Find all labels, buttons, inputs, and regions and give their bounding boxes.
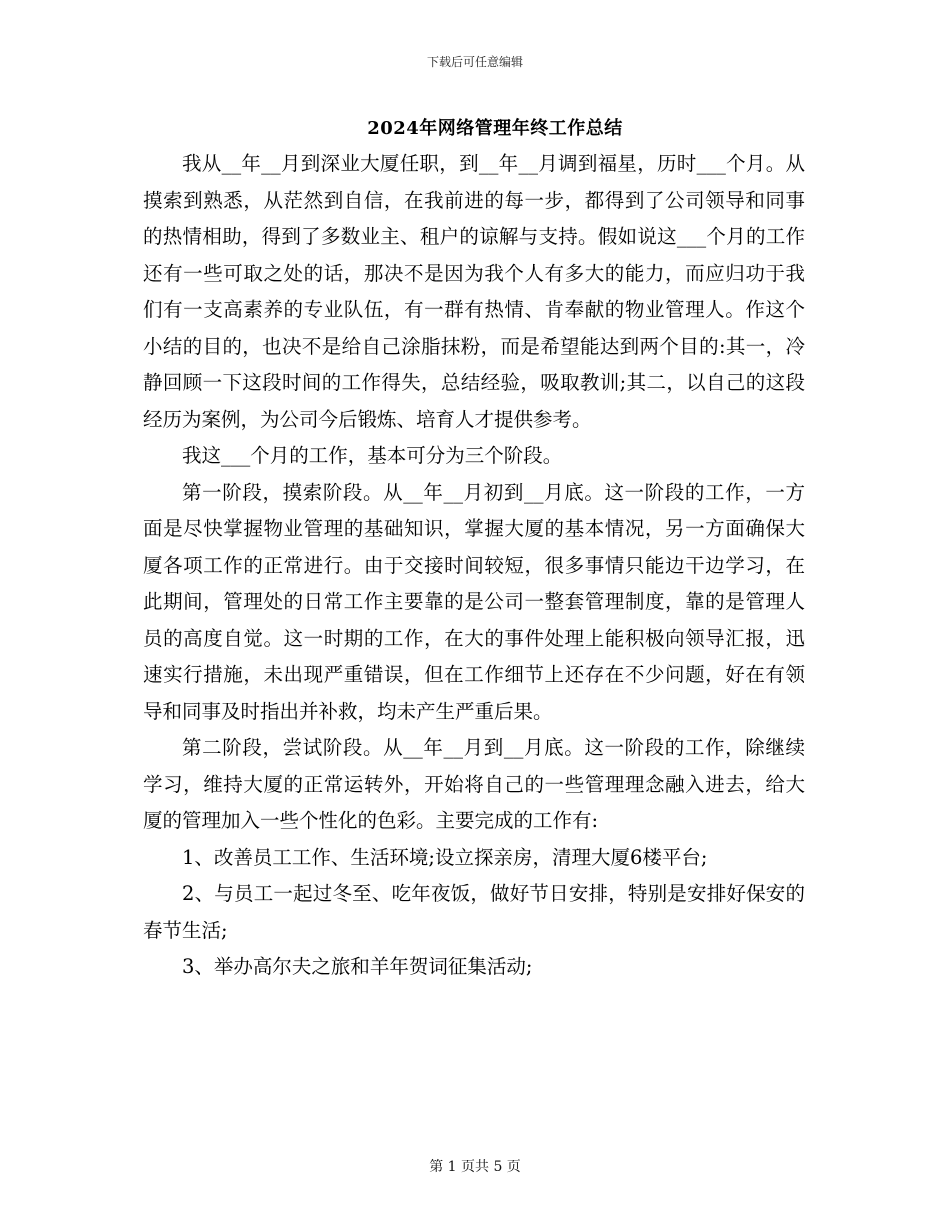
- document-body: [143, 146, 805, 986]
- list-item-3: 3、举办高尔夫之旅和羊年贺词征集活动;: [182, 955, 533, 978]
- list-item-2: 2、与员工一起过冬至、吃年夜饭，做好节日安排，特别是安排好保安的春节生活;: [143, 882, 805, 942]
- list-item-1: 1、改善员工工作、生活环境;设立探亲房，清理大厦6楼平台;: [182, 845, 708, 869]
- paragraph-stages-overview: 我这___个月的工作，基本可分为三个阶段。: [182, 444, 563, 467]
- paragraph-intro: 我从__年__月到深业大厦任职，到__年__月调到福星，历时___个月。从摸索到熟悉，从茫然到自信，在我前进的每一步，都得到了公司领导和同事的热情相助，得到了多数业主、租户的谅解与支持。假如说这___个月的工作还有一些可取之处的话，那决不是因为我个人有多大的能力，而应归功于我们有一支高素养的专业队伍，有一群有热情、肯奉献的物业管理人。作这个小结的目的，也决不是给自己涂脂抹粉，而是希望能达到两个目的:其一，冷静回顾一下这段时间的工作得失，总结经验，吸取教训;其二，以自己的这段经历为案例，为公司今后锻炼、培育人才提供参考。: [143, 152, 805, 431]
- page-indicator: 第 1 页共 5 页: [429, 1159, 521, 1175]
- page-header-note: 下载后可任意编辑: [426, 55, 523, 69]
- paragraph-stage-one: 第一阶段，摸索阶段。从__年__月初到__月底。这一阶段的工作，一方面是尽快掌握物业管理的基础知识，掌握大厦的基本情况，另一方面确保大厦各项工作的正常进行。由于交接时间较短，很多事情只能边干边学习，在此期间，管理处的日常工作主要靠的是公司一整套管理制度，靠的是管理人员的高度自觉。这一时期的工作，在大的事件处理上能积极向领导汇报，迅速实行措施，未出现严重错误，但在工作细节上还存在不少问题，好在有领导和同事及时指出并补救，均未产生严重后果。: [143, 480, 805, 723]
- paragraph-stage-two: 第二阶段，尝试阶段。从__年__月到__月底。这一阶段的工作，除继续学习，维持大厦的正常运转外，开始将自己的一些管理理念融入进去，给大厦的管理加入一些个性化的色彩。主要完成的工作有:: [143, 736, 805, 832]
- document-title: 2024年网络管理年终工作总结: [367, 118, 623, 139]
